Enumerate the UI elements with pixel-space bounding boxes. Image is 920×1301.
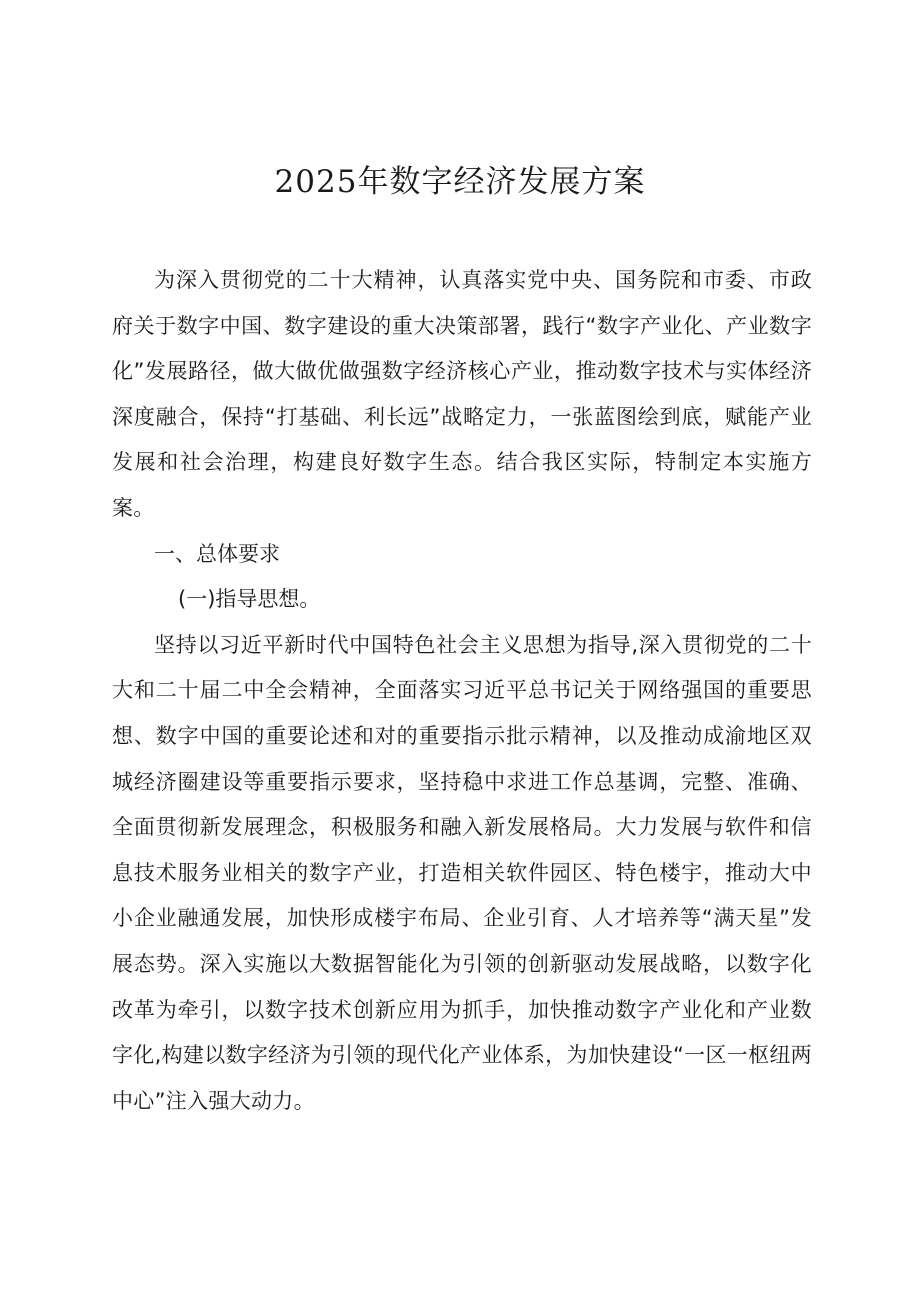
section-heading-general-requirements: 一、总体要求: [154, 541, 280, 566]
intro-paragraph: 为深入贯彻党的二十大精神，认真落实党中央、国务院和市委、市政府关于数字中国、数字建设的重大决策部署，践行“数字产业化、产业数字化”发展路径，做大做优做强数字经济核心产业，推动数字技术与实体经济深度融合，保持“打基础、利长远”战略定力，一张蓝图绘到底，赋能产业发展和社会治理，构建良好数字生态。结合我区实际，特制定本实施方案。: [112, 268, 812, 520]
document-body: [112, 258, 812, 1124]
subsection-heading-guiding-ideology: (一)指导思想。: [178, 587, 321, 612]
guiding-ideology-paragraph: 坚持以习近平新时代中国特色社会主义思想为指导,深入贯彻党的二十大和二十届二中全会精神，全面落实习近平总书记关于网络强国的重要思想、数字中国的重要论述和对的重要指示批示精神，以及推动成渝地区双城经济圈建设等重要指示要求，坚持稳中求进工作总基调，完整、准确、全面贯彻新发展理念，积极服务和融入新发展格局。大力发展与软件和信息技术服务业相关的数字产业，打造相关软件园区、特色楼宇，推动大中小企业融通发展，加快形成楼宇布局、企业引育、人才培养等“满天星”发展态势。深入实施以大数据智能化为引领的创新驱动发展战略，以数字化改革为牵引，以数字技术创新应用为抓手，加快推动数字产业化和产业数字化,构建以数字经济为引领的现代化产业体系，为加快建设“一区一枢纽两中心”注入强大动力。: [112, 632, 812, 1113]
document-title: 2025年数字经济发展方案: [274, 164, 646, 200]
